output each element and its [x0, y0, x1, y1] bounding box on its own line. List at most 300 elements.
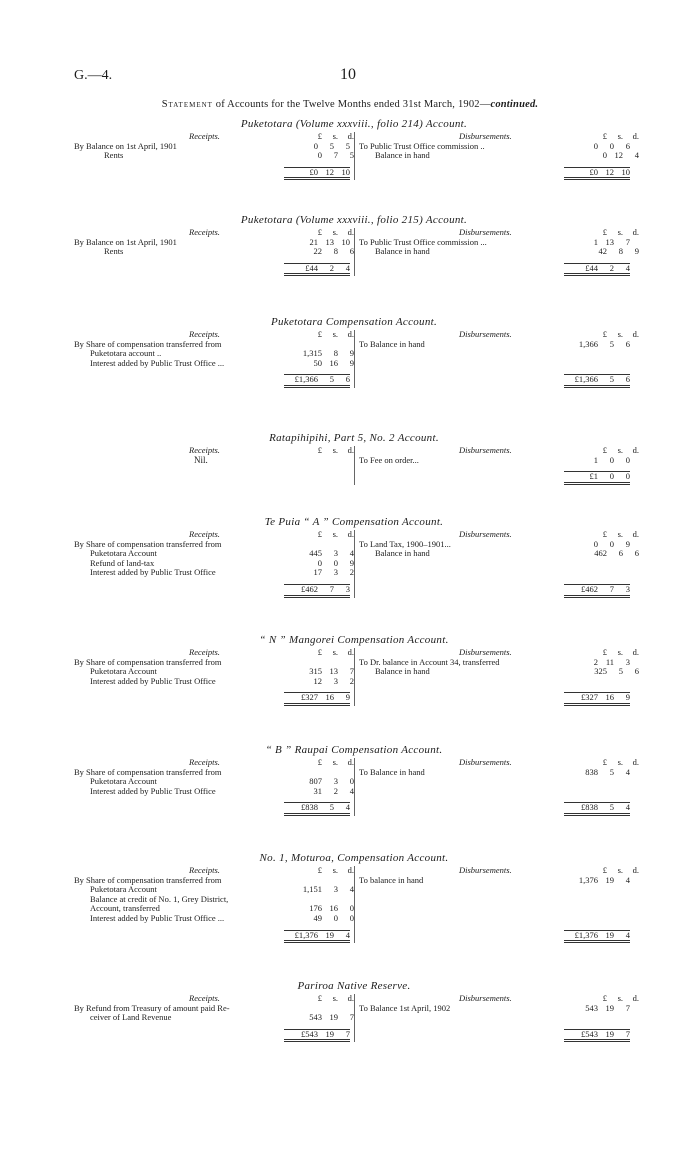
receipt-shillings: 3 — [333, 567, 338, 578]
account-title: “ N ” Mangorei Compensation Account. — [259, 634, 449, 646]
account-columns — [74, 647, 639, 706]
statement-title — [0, 99, 700, 110]
receipts-pound-header: £ — [317, 993, 322, 1003]
account-columns — [74, 329, 639, 388]
account-columns — [74, 529, 639, 598]
receipt-pounds: 22 — [313, 246, 322, 257]
receipt-amount — [291, 787, 354, 797]
spacer-row — [359, 914, 639, 924]
disbursements-total-pounds: £44 — [585, 262, 598, 273]
disbursement-description: To Balance in hand — [359, 767, 425, 777]
receipt-amount — [291, 349, 354, 359]
receipts-heading: Receipts. — [189, 648, 220, 657]
receipts-shilling-header: s. — [332, 647, 338, 657]
receipt-shillings: 19 — [329, 1012, 338, 1023]
receipt-row — [74, 667, 354, 677]
receipt-amount — [292, 247, 354, 257]
disbursements-total-shillings: 2 — [609, 262, 614, 273]
receipt-pence: 9 — [349, 557, 354, 568]
receipts-column — [74, 866, 354, 943]
disbursements-shilling-header: s. — [617, 131, 623, 141]
receipt-pounds: 445 — [309, 548, 322, 559]
disbursements-total-pence: 10 — [621, 166, 630, 177]
receipts-pound-header: £ — [317, 529, 322, 539]
disbursement-pounds: 1 — [593, 454, 598, 465]
disbursement-shillings: 6 — [618, 548, 623, 559]
receipt-description: Interest added by Public Trust Office — [90, 568, 216, 578]
receipts-total-pounds: £44 — [305, 262, 318, 273]
disbursements-column — [354, 866, 639, 943]
disbursement-description: To balance in hand — [359, 875, 424, 885]
disbursements-total-pence: 4 — [625, 929, 630, 940]
receipts-pound-header: £ — [317, 329, 322, 339]
receipt-shillings: 0 — [333, 557, 338, 568]
receipts-heading: Receipts. — [189, 994, 220, 1003]
disbursements-heading: Disbursements. — [459, 132, 512, 141]
receipt-amount — [291, 904, 354, 914]
receipt-description: By Share of compensation transferred from — [74, 657, 222, 667]
disbursements-total-pence: 7 — [625, 1028, 630, 1039]
disbursement-pence: 6 — [625, 338, 630, 349]
receipt-pence: 2 — [349, 567, 354, 578]
receipt-pounds: 176 — [309, 903, 322, 914]
receipts-total-pence: 7 — [345, 1028, 350, 1039]
disbursements-pound-header: £ — [602, 865, 607, 875]
receipts-pound-header: £ — [317, 647, 322, 657]
receipts-total-pounds: £462 — [301, 583, 318, 594]
disbursements-heading: Disbursements. — [459, 330, 512, 339]
receipts-total-pence: 10 — [341, 166, 350, 177]
disbursement-amount — [575, 151, 639, 161]
disbursement-row — [359, 768, 639, 778]
disbursement-pence: 7 — [625, 236, 630, 247]
receipt-shillings: 7 — [333, 150, 338, 161]
disbursement-row — [359, 549, 639, 559]
receipt-row — [74, 142, 354, 152]
disbursements-total-row — [359, 263, 639, 277]
disbursements-total-row — [359, 930, 639, 944]
disbursement-pounds: 543 — [585, 1002, 598, 1013]
receipt-pence: 0 — [349, 776, 354, 787]
receipt-pounds: 49 — [313, 912, 322, 923]
receipt-pounds: 0 — [313, 140, 318, 151]
disbursement-row — [359, 247, 639, 257]
account-title: Pariroa Native Reserve. — [297, 980, 411, 992]
account-title: Puketotara (Volume xxxviii., folio 215) Account. — [240, 214, 468, 226]
receipts-shilling-header: s. — [332, 329, 338, 339]
disbursement-amount — [575, 549, 639, 559]
receipts-total-row — [74, 167, 354, 181]
document-reference: G.—4. — [74, 68, 113, 83]
disbursement-amount — [564, 1004, 630, 1014]
disbursements-total-row — [359, 1029, 639, 1043]
disbursements-pound-header: £ — [602, 329, 607, 339]
disbursement-shillings: 5 — [609, 338, 614, 349]
disbursement-amount — [564, 876, 630, 886]
disbursements-heading: Disbursements. — [459, 648, 512, 657]
disbursement-amount — [575, 247, 639, 257]
disbursements-total-shillings: 19 — [605, 1028, 614, 1039]
receipts-pence-header: d. — [347, 329, 354, 339]
receipts-pound-header: £ — [317, 865, 322, 875]
receipt-pence: 0 — [349, 903, 354, 914]
receipt-shillings: 16 — [329, 357, 338, 368]
disbursements-column — [354, 446, 639, 485]
receipts-total-amount — [284, 167, 350, 181]
receipts-lsd-header — [292, 330, 354, 340]
disbursement-description: Balance in hand — [375, 667, 430, 677]
disbursement-pounds: 325 — [594, 666, 607, 677]
receipt-description: Puketotara Account — [90, 549, 157, 559]
receipts-pence-header: d. — [347, 993, 354, 1003]
disbursements-total-amount — [564, 471, 630, 485]
account-columns — [74, 757, 639, 816]
disbursement-amount — [575, 667, 639, 677]
receipts-total-shillings: 19 — [325, 929, 334, 940]
receipt-pence: 6 — [349, 246, 354, 257]
account-title: Ratapihipihi, Part 5, No. 2 Account. — [269, 432, 439, 444]
receipts-total-pounds: £1,376 — [294, 929, 318, 940]
receipts-pence-header: d. — [347, 529, 354, 539]
receipt-shillings: 2 — [333, 785, 338, 796]
receipt-shillings: 8 — [333, 246, 338, 257]
receipt-description: Interest added by Public Trust Office ... — [90, 913, 225, 923]
spacer-row — [359, 359, 639, 369]
receipts-column — [74, 330, 354, 388]
receipts-header-row — [74, 866, 354, 876]
disbursement-pounds: 1,366 — [578, 338, 598, 349]
receipt-row — [74, 1013, 354, 1023]
disbursement-pounds: 2 — [593, 656, 598, 667]
disbursement-pence: 4 — [625, 766, 630, 777]
receipt-pence: 4 — [349, 785, 354, 796]
receipt-row — [74, 247, 354, 257]
disbursements-total-shillings: 12 — [605, 166, 614, 177]
receipt-amount — [291, 777, 354, 787]
disbursements-total-pounds: £1,376 — [574, 929, 598, 940]
disbursements-shilling-header: s. — [617, 865, 623, 875]
receipts-column — [74, 228, 354, 276]
account-title: Puketotara Compensation Account. — [270, 316, 438, 328]
receipts-heading: Receipts. — [189, 446, 220, 455]
disbursements-pence-header: d. — [632, 329, 639, 339]
disbursements-heading: Disbursements. — [459, 994, 512, 1003]
disbursements-total-pounds: £0 — [589, 166, 598, 177]
disbursement-shillings: 19 — [605, 1002, 614, 1013]
disbursement-pounds: 0 — [593, 538, 598, 549]
receipt-pounds: 0 — [317, 150, 322, 161]
disbursement-description: To Public Trust Office commission .. — [359, 141, 485, 151]
receipts-total-amount — [284, 930, 350, 944]
disbursement-shillings: 8 — [618, 246, 623, 257]
receipt-description: Interest added by Public Trust Office — [90, 676, 216, 686]
disbursement-pence: 4 — [634, 150, 639, 161]
receipts-pound-header: £ — [317, 131, 322, 141]
receipts-pence-header: d. — [347, 131, 354, 141]
receipt-shillings: 0 — [333, 912, 338, 923]
receipts-total-shillings: 7 — [329, 583, 334, 594]
receipts-header-row — [74, 446, 354, 456]
disbursements-total-amount — [564, 167, 630, 181]
receipts-shilling-header: s. — [332, 131, 338, 141]
receipt-description: Puketotara Account — [90, 667, 157, 677]
disbursements-heading: Disbursements. — [459, 866, 512, 875]
disbursement-shillings: 5 — [609, 766, 614, 777]
receipt-description: By Balance on 1st April, 1901 — [74, 141, 177, 151]
disbursement-amount — [564, 340, 630, 350]
disbursements-shilling-header: s. — [617, 647, 623, 657]
receipts-lsd-header — [292, 758, 354, 768]
receipt-pounds: 0 — [317, 557, 322, 568]
receipts-heading: Receipts. — [189, 758, 220, 767]
disbursement-pence: 6 — [625, 140, 630, 151]
disbursements-total-pounds: £327 — [581, 692, 598, 703]
receipts-pound-header: £ — [317, 445, 322, 455]
receipt-nil: Nil. — [194, 455, 208, 465]
spacer-row — [359, 787, 639, 797]
receipt-amount — [291, 559, 354, 569]
disbursements-pound-header: £ — [602, 131, 607, 141]
disbursements-total-pounds: £838 — [581, 802, 598, 813]
account-title: Puketotara (Volume xxxviii., folio 214) Account. — [240, 118, 468, 130]
receipts-total-pence: 4 — [345, 802, 350, 813]
receipt-pounds: 12 — [313, 675, 322, 686]
disbursement-pence: 6 — [634, 666, 639, 677]
disbursements-total-row — [359, 802, 639, 816]
disbursement-pence: 3 — [625, 656, 630, 667]
receipts-total-row — [74, 263, 354, 277]
disbursements-pound-header: £ — [602, 529, 607, 539]
receipts-lsd-header — [292, 530, 354, 540]
disbursements-total-amount — [564, 802, 630, 816]
disbursements-total-row — [359, 584, 639, 598]
account-block — [74, 118, 639, 180]
receipts-column — [74, 530, 354, 598]
disbursement-shillings: 13 — [605, 236, 614, 247]
receipt-shillings: 13 — [329, 666, 338, 677]
disbursements-total-amount — [564, 1029, 630, 1043]
disbursements-pence-header: d. — [632, 647, 639, 657]
receipt-row — [74, 568, 354, 578]
receipts-pence-header: d. — [347, 647, 354, 657]
account-columns — [74, 865, 639, 943]
disbursement-description: To Public Trust Office commission ... — [359, 237, 487, 247]
receipt-row — [74, 914, 354, 924]
disbursement-shillings: 5 — [618, 666, 623, 677]
receipts-total-row — [74, 930, 354, 944]
receipt-description: Interest added by Public Trust Office ... — [90, 358, 225, 368]
disbursement-pence: 4 — [625, 874, 630, 885]
receipts-lsd-header — [292, 648, 354, 658]
receipt-row — [74, 885, 354, 895]
receipts-total-row — [74, 802, 354, 816]
receipt-amount — [284, 142, 350, 152]
disbursement-row — [359, 876, 639, 886]
receipts-total-shillings: 19 — [325, 1028, 334, 1039]
receipts-total-pence: 4 — [345, 262, 350, 273]
account-block — [74, 432, 639, 485]
receipt-shillings: 16 — [329, 903, 338, 914]
disbursements-pence-header: d. — [632, 865, 639, 875]
disbursement-row — [359, 456, 639, 466]
disbursement-description: To Land Tax, 1900–1901... — [359, 539, 451, 549]
disbursements-total-pounds: £1 — [589, 471, 598, 482]
receipts-total-pounds: £0 — [309, 166, 318, 177]
account-title: No. 1, Moturoa, Compensation Account. — [259, 852, 449, 864]
receipt-amount — [291, 885, 354, 895]
receipt-pence: 0 — [349, 912, 354, 923]
disbursements-total-shillings: 19 — [605, 929, 614, 940]
receipt-pounds: 543 — [309, 1012, 322, 1023]
account-block — [74, 316, 639, 388]
receipts-total-pounds: £327 — [301, 692, 318, 703]
receipts-column — [74, 994, 354, 1042]
receipts-pence-header: d. — [347, 757, 354, 767]
disbursements-column — [354, 228, 639, 276]
receipt-row — [74, 359, 354, 369]
receipt-pounds: 50 — [313, 357, 322, 368]
disbursement-description: Balance in hand — [375, 151, 430, 161]
disbursements-total-row — [359, 374, 639, 388]
disbursements-total-shillings: 5 — [609, 802, 614, 813]
receipt-row — [74, 549, 354, 559]
receipt-pence: 9 — [349, 348, 354, 359]
disbursements-pound-header: £ — [602, 445, 607, 455]
receipt-row — [74, 777, 354, 787]
receipt-pence: 5 — [345, 140, 350, 151]
disbursement-pence: 6 — [634, 548, 639, 559]
receipts-total-shillings: 5 — [329, 802, 334, 813]
receipt-shillings: 3 — [333, 776, 338, 787]
disbursements-total-shillings: 0 — [609, 471, 614, 482]
receipt-shillings: 3 — [333, 675, 338, 686]
receipt-pounds: 1,315 — [302, 348, 322, 359]
disbursement-row — [359, 151, 639, 161]
disbursements-heading: Disbursements. — [459, 446, 512, 455]
disbursements-shilling-header: s. — [617, 993, 623, 1003]
account-columns — [74, 445, 639, 485]
receipt-pounds: 31 — [313, 785, 322, 796]
disbursements-total-pence: 3 — [625, 583, 630, 594]
disbursement-row — [359, 142, 639, 152]
receipt-description: Puketotara Account — [90, 885, 157, 895]
disbursements-pound-header: £ — [602, 757, 607, 767]
account-block — [74, 744, 639, 816]
receipts-total-amount — [284, 802, 350, 816]
receipts-column — [74, 648, 354, 706]
receipt-description: Account, transferred — [90, 904, 160, 914]
disbursement-amount — [564, 768, 630, 778]
disbursements-pound-header: £ — [602, 227, 607, 237]
receipts-column — [74, 758, 354, 816]
receipt-pence: 7 — [349, 1012, 354, 1023]
disbursement-description: To Balance 1st April, 1902 — [359, 1003, 451, 1013]
disbursement-pounds: 838 — [585, 766, 598, 777]
receipts-pence-header: d. — [347, 445, 354, 455]
disbursement-shillings: 0 — [609, 140, 614, 151]
disbursement-description: To Dr. balance in Account 34, transferred — [359, 657, 500, 667]
receipts-shilling-header: s. — [332, 757, 338, 767]
receipts-header-row — [74, 994, 354, 1004]
disbursements-column — [354, 330, 639, 388]
receipts-total-pence: 3 — [345, 583, 350, 594]
disbursements-total-amount — [564, 374, 630, 388]
spacer-row — [359, 1013, 639, 1023]
disbursements-pound-header: £ — [602, 647, 607, 657]
disbursements-total-amount — [564, 263, 630, 277]
disbursement-pounds: 42 — [598, 246, 607, 257]
receipt-row — [74, 787, 354, 797]
receipts-shilling-header: s. — [332, 445, 338, 455]
spacer-row — [359, 777, 639, 787]
receipts-column — [74, 446, 354, 485]
account-block — [74, 852, 639, 943]
receipts-lsd-header — [292, 446, 354, 456]
account-columns — [74, 993, 639, 1042]
disbursements-total-pence: 0 — [625, 471, 630, 482]
account-block — [74, 214, 639, 276]
disbursement-shillings: 11 — [605, 656, 614, 667]
receipt-description: By Refund from Treasury of amount paid Re- — [74, 1003, 230, 1013]
disbursements-pence-header: d. — [632, 993, 639, 1003]
disbursement-row — [359, 667, 639, 677]
disbursements-total-shillings: 5 — [609, 374, 614, 385]
receipt-pence: 4 — [349, 548, 354, 559]
receipt-pounds: 21 — [309, 236, 318, 247]
receipt-amount — [291, 1013, 354, 1023]
receipts-header-row — [74, 530, 354, 540]
receipts-total-shillings: 16 — [325, 692, 334, 703]
disbursements-pence-header: d. — [632, 757, 639, 767]
receipt-amount — [291, 359, 354, 369]
receipts-total-pounds: £838 — [301, 802, 318, 813]
receipts-total-pence: 6 — [345, 374, 350, 385]
receipt-amount — [291, 914, 354, 924]
disbursements-heading: Disbursements. — [459, 228, 512, 237]
receipt-shillings: 3 — [333, 884, 338, 895]
receipt-pounds: 807 — [309, 776, 322, 787]
receipt-pence: 4 — [349, 884, 354, 895]
disbursements-heading: Disbursements. — [459, 530, 512, 539]
receipts-total-row — [74, 692, 354, 706]
disbursements-total-shillings: 7 — [609, 583, 614, 594]
spacer-row — [74, 471, 354, 481]
receipt-description: By Share of compensation transferred from — [74, 339, 222, 349]
receipts-total-pence: 9 — [345, 692, 350, 703]
receipts-total-amount — [284, 584, 350, 598]
receipts-header-row — [74, 132, 354, 142]
receipt-description: By Share of compensation transferred from — [74, 539, 222, 549]
spacer-row — [359, 885, 639, 895]
receipts-heading: Receipts. — [189, 530, 220, 539]
disbursement-description: To Balance in hand — [359, 339, 425, 349]
disbursements-pence-header: d. — [632, 227, 639, 237]
receipt-row — [74, 904, 354, 914]
receipt-amount — [291, 549, 354, 559]
disbursements-shilling-header: s. — [617, 329, 623, 339]
disbursements-shilling-header: s. — [617, 529, 623, 539]
receipts-total-amount — [284, 1029, 350, 1043]
receipt-row — [74, 238, 354, 248]
receipt-row — [74, 456, 354, 466]
account-block — [74, 980, 639, 1042]
receipt-pounds: 1,151 — [302, 884, 322, 895]
receipt-description: ceiver of Land Revenue — [90, 1013, 172, 1023]
receipts-lsd-header — [292, 132, 354, 142]
receipt-row — [74, 349, 354, 359]
disbursements-column — [354, 530, 639, 598]
disbursements-total-row — [359, 167, 639, 181]
